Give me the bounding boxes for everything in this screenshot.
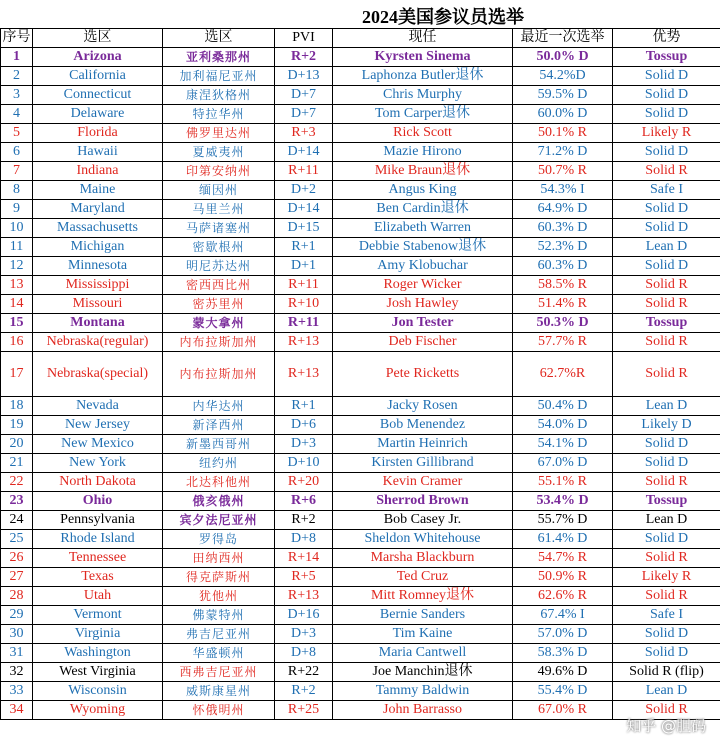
- cell-incumbent: Deb Fischer: [333, 333, 513, 352]
- cell-state-cn: 威斯康星州: [163, 682, 275, 701]
- cell-state-cn: 亚利桑那州: [163, 48, 275, 67]
- table-row: [1, 86, 720, 105]
- cell-state-en: New Jersey: [33, 416, 163, 435]
- cell-state-cn: 新泽西州: [163, 416, 275, 435]
- cell-no: 13: [1, 276, 33, 295]
- cell-pvi: R+2: [275, 48, 333, 67]
- cell-state-en: Wisconsin: [33, 682, 163, 701]
- cell-state-cn: 蒙大拿州: [163, 314, 275, 333]
- cell-no: 6: [1, 143, 33, 162]
- cell-last-election: 50.3% D: [513, 314, 613, 333]
- cell-pvi: D+10: [275, 454, 333, 473]
- cell-last-election: 50.7% R: [513, 162, 613, 181]
- cell-incumbent: Kyrsten Sinema: [333, 48, 513, 67]
- cell-incumbent: Elizabeth Warren: [333, 219, 513, 238]
- cell-advantage: Solid R: [613, 473, 720, 492]
- table-row: [1, 238, 720, 257]
- cell-state-en: Minnesota: [33, 257, 163, 276]
- cell-pvi: R+13: [275, 333, 333, 352]
- cell-incumbent: Rick Scott: [333, 124, 513, 143]
- cell-pvi: D+7: [275, 86, 333, 105]
- cell-state-en: Montana: [33, 314, 163, 333]
- cell-no: 9: [1, 200, 33, 219]
- cell-incumbent: Jacky Rosen: [333, 397, 513, 416]
- cell-last-election: 54.0% D: [513, 416, 613, 435]
- table-title-bar: [0, 0, 720, 28]
- table-row: [1, 663, 720, 682]
- cell-advantage: Tossup: [613, 314, 720, 333]
- cell-incumbent: Marsha Blackburn: [333, 549, 513, 568]
- cell-advantage: Solid D: [613, 200, 720, 219]
- cell-last-election: 57.0% D: [513, 625, 613, 644]
- cell-advantage: Solid R: [613, 295, 720, 314]
- header-state-cn: 选区: [163, 29, 275, 48]
- cell-no: 22: [1, 473, 33, 492]
- cell-state-cn: 马里兰州: [163, 200, 275, 219]
- cell-state-en: Nebraska(regular): [33, 333, 163, 352]
- cell-state-cn: 康涅狄格州: [163, 86, 275, 105]
- cell-state-en: Delaware: [33, 105, 163, 124]
- cell-last-election: 67.4% I: [513, 606, 613, 625]
- table-row: [1, 257, 720, 276]
- cell-state-en: Arizona: [33, 48, 163, 67]
- cell-incumbent: Sherrod Brown: [333, 492, 513, 511]
- cell-state-en: Rhode Island: [33, 530, 163, 549]
- cell-incumbent: Laphonza Butler退休: [333, 67, 513, 86]
- table-row: [1, 511, 720, 530]
- cell-advantage: Solid D: [613, 86, 720, 105]
- cell-advantage: Solid R: [613, 333, 720, 352]
- cell-last-election: 55.7% D: [513, 511, 613, 530]
- cell-state-en: North Dakota: [33, 473, 163, 492]
- cell-state-cn: 密歇根州: [163, 238, 275, 257]
- cell-state-cn: 纽约州: [163, 454, 275, 473]
- cell-advantage: Solid D: [613, 143, 720, 162]
- cell-last-election: 57.7% R: [513, 333, 613, 352]
- cell-state-cn: 缅因州: [163, 181, 275, 200]
- table-row: [1, 67, 720, 86]
- cell-pvi: R+20: [275, 473, 333, 492]
- cell-state-en: Missouri: [33, 295, 163, 314]
- cell-advantage: Solid R (flip): [613, 663, 720, 682]
- cell-state-cn: 加利福尼亚州: [163, 67, 275, 86]
- cell-state-cn: 宾夕法尼亚州: [163, 511, 275, 530]
- cell-state-en: Washington: [33, 644, 163, 663]
- cell-last-election: 52.3% D: [513, 238, 613, 257]
- cell-incumbent: Chris Murphy: [333, 86, 513, 105]
- cell-pvi: D+2: [275, 181, 333, 200]
- cell-pvi: R+3: [275, 124, 333, 143]
- cell-pvi: D+3: [275, 435, 333, 454]
- cell-incumbent: John Barrasso: [333, 701, 513, 720]
- cell-incumbent: Bob Menendez: [333, 416, 513, 435]
- table-row: [1, 48, 720, 67]
- cell-last-election: 67.0% R: [513, 701, 613, 720]
- cell-advantage: Solid R: [613, 549, 720, 568]
- table-row: [1, 105, 720, 124]
- table-row: [1, 124, 720, 143]
- cell-no: 11: [1, 238, 33, 257]
- table-row: [1, 314, 720, 333]
- cell-no: 19: [1, 416, 33, 435]
- cell-incumbent: Martin Heinrich: [333, 435, 513, 454]
- cell-state-cn: 夏威夷州: [163, 143, 275, 162]
- cell-state-en: Ohio: [33, 492, 163, 511]
- table-row: [1, 333, 720, 352]
- cell-last-election: 60.0% D: [513, 105, 613, 124]
- cell-last-election: 50.1% R: [513, 124, 613, 143]
- cell-incumbent: Amy Klobuchar: [333, 257, 513, 276]
- cell-last-election: 64.9% D: [513, 200, 613, 219]
- cell-no: 5: [1, 124, 33, 143]
- cell-state-cn: 内华达州: [163, 397, 275, 416]
- cell-no: 29: [1, 606, 33, 625]
- cell-pvi: R+5: [275, 568, 333, 587]
- cell-incumbent: Tammy Baldwin: [333, 682, 513, 701]
- cell-state-en: Hawaii: [33, 143, 163, 162]
- cell-state-cn: 北达科他州: [163, 473, 275, 492]
- header-incumbent: 现任: [333, 29, 513, 48]
- cell-advantage: Tossup: [613, 48, 720, 67]
- cell-pvi: D+15: [275, 219, 333, 238]
- cell-pvi: R+2: [275, 511, 333, 530]
- table-row: [1, 682, 720, 701]
- cell-pvi: R+1: [275, 238, 333, 257]
- cell-advantage: Solid D: [613, 644, 720, 663]
- cell-state-cn: 俄亥俄州: [163, 492, 275, 511]
- header-last-election: 最近一次选举: [513, 29, 613, 48]
- cell-no: 8: [1, 181, 33, 200]
- cell-state-en: Tennessee: [33, 549, 163, 568]
- cell-state-en: Maryland: [33, 200, 163, 219]
- cell-last-election: 61.4% D: [513, 530, 613, 549]
- watermark: 知乎 @胆码: [626, 717, 706, 735]
- cell-no: 24: [1, 511, 33, 530]
- cell-pvi: D+14: [275, 200, 333, 219]
- cell-last-election: 58.5% R: [513, 276, 613, 295]
- cell-pvi: R+11: [275, 314, 333, 333]
- header-advantage: 优势: [613, 29, 720, 48]
- cell-last-election: 60.3% D: [513, 219, 613, 238]
- cell-advantage: Solid D: [613, 625, 720, 644]
- cell-last-election: 62.6% R: [513, 587, 613, 606]
- cell-no: 26: [1, 549, 33, 568]
- cell-state-cn: 明尼苏达州: [163, 257, 275, 276]
- cell-state-cn: 内布拉斯加州: [163, 333, 275, 352]
- cell-no: 27: [1, 568, 33, 587]
- cell-state-cn: 西弗吉尼亚州: [163, 663, 275, 682]
- cell-last-election: 67.0% D: [513, 454, 613, 473]
- cell-advantage: Solid R: [613, 701, 720, 720]
- cell-advantage: Solid R: [613, 276, 720, 295]
- cell-incumbent: Pete Ricketts: [333, 352, 513, 397]
- cell-no: 2: [1, 67, 33, 86]
- table-row: [1, 276, 720, 295]
- cell-no: 34: [1, 701, 33, 720]
- cell-advantage: Lean D: [613, 511, 720, 530]
- table-row: [1, 606, 720, 625]
- cell-state-en: Virginia: [33, 625, 163, 644]
- cell-pvi: D+14: [275, 143, 333, 162]
- cell-advantage: Likely R: [613, 568, 720, 587]
- cell-incumbent: Mike Braun退休: [333, 162, 513, 181]
- table-row: [1, 644, 720, 663]
- cell-advantage: Safe I: [613, 181, 720, 200]
- cell-state-cn: 怀俄明州: [163, 701, 275, 720]
- cell-state-cn: 马萨诸塞州: [163, 219, 275, 238]
- cell-no: 25: [1, 530, 33, 549]
- cell-advantage: Solid R: [613, 162, 720, 181]
- cell-no: 1: [1, 48, 33, 67]
- cell-no: 10: [1, 219, 33, 238]
- cell-advantage: Solid D: [613, 530, 720, 549]
- cell-incumbent: Kevin Cramer: [333, 473, 513, 492]
- cell-state-en: Wyoming: [33, 701, 163, 720]
- header-no: 序号: [1, 29, 33, 48]
- cell-last-election: 53.4% D: [513, 492, 613, 511]
- cell-no: 30: [1, 625, 33, 644]
- cell-last-election: 59.5% D: [513, 86, 613, 105]
- cell-no: 20: [1, 435, 33, 454]
- cell-state-en: Pennsylvania: [33, 511, 163, 530]
- cell-incumbent: Tom Carper退休: [333, 105, 513, 124]
- cell-pvi: R+14: [275, 549, 333, 568]
- table-row: [1, 568, 720, 587]
- cell-no: 23: [1, 492, 33, 511]
- cell-advantage: Solid D: [613, 257, 720, 276]
- cell-advantage: Solid D: [613, 219, 720, 238]
- table-row: [1, 352, 720, 397]
- cell-incumbent: Maria Cantwell: [333, 644, 513, 663]
- cell-incumbent: Kirsten Gillibrand: [333, 454, 513, 473]
- cell-advantage: Likely D: [613, 416, 720, 435]
- cell-advantage: Lean D: [613, 397, 720, 416]
- senate-election-table: [0, 28, 720, 720]
- cell-no: 21: [1, 454, 33, 473]
- cell-no: 3: [1, 86, 33, 105]
- cell-state-cn: 特拉华州: [163, 105, 275, 124]
- table-row: [1, 219, 720, 238]
- cell-state-en: Connecticut: [33, 86, 163, 105]
- cell-advantage: Lean D: [613, 238, 720, 257]
- cell-last-election: 50.9% R: [513, 568, 613, 587]
- cell-last-election: 55.4% D: [513, 682, 613, 701]
- cell-state-cn: 新墨西哥州: [163, 435, 275, 454]
- cell-no: 28: [1, 587, 33, 606]
- table-row: [1, 473, 720, 492]
- cell-advantage: Safe I: [613, 606, 720, 625]
- table-row: [1, 701, 720, 720]
- cell-pvi: R+25: [275, 701, 333, 720]
- cell-last-election: 54.2%D: [513, 67, 613, 86]
- cell-state-cn: 田纳西州: [163, 549, 275, 568]
- cell-last-election: 50.4% D: [513, 397, 613, 416]
- cell-incumbent: Ted Cruz: [333, 568, 513, 587]
- table-title: 2024美国参议员选举: [362, 7, 524, 27]
- cell-state-cn: 佛蒙特州: [163, 606, 275, 625]
- cell-incumbent: Roger Wicker: [333, 276, 513, 295]
- cell-incumbent: Joe Manchin退休: [333, 663, 513, 682]
- cell-no: 14: [1, 295, 33, 314]
- table-row: [1, 397, 720, 416]
- cell-pvi: D+6: [275, 416, 333, 435]
- cell-state-cn: 密西西比州: [163, 276, 275, 295]
- cell-advantage: Lean D: [613, 682, 720, 701]
- cell-last-election: 49.6% D: [513, 663, 613, 682]
- cell-last-election: 55.1% R: [513, 473, 613, 492]
- table-row: [1, 416, 720, 435]
- cell-state-en: Indiana: [33, 162, 163, 181]
- cell-advantage: Solid D: [613, 105, 720, 124]
- cell-no: 32: [1, 663, 33, 682]
- cell-state-cn: 密苏里州: [163, 295, 275, 314]
- cell-state-en: Michigan: [33, 238, 163, 257]
- cell-last-election: 62.7%R: [513, 352, 613, 397]
- cell-incumbent: Jon Tester: [333, 314, 513, 333]
- table-row: [1, 625, 720, 644]
- cell-last-election: 54.1% D: [513, 435, 613, 454]
- cell-last-election: 54.7% R: [513, 549, 613, 568]
- cell-state-cn: 内布拉斯加州: [163, 352, 275, 397]
- table-row: [1, 492, 720, 511]
- cell-no: 15: [1, 314, 33, 333]
- cell-pvi: R+11: [275, 162, 333, 181]
- cell-state-en: New Mexico: [33, 435, 163, 454]
- cell-no: 4: [1, 105, 33, 124]
- cell-state-en: Mississippi: [33, 276, 163, 295]
- cell-pvi: R+13: [275, 352, 333, 397]
- cell-pvi: D+8: [275, 644, 333, 663]
- cell-incumbent: Mazie Hirono: [333, 143, 513, 162]
- cell-last-election: 71.2% D: [513, 143, 613, 162]
- cell-no: 12: [1, 257, 33, 276]
- cell-state-cn: 弗吉尼亚州: [163, 625, 275, 644]
- cell-state-cn: 得克萨斯州: [163, 568, 275, 587]
- cell-state-en: Maine: [33, 181, 163, 200]
- cell-pvi: R+22: [275, 663, 333, 682]
- table-row: [1, 162, 720, 181]
- cell-pvi: R+2: [275, 682, 333, 701]
- cell-incumbent: Bernie Sanders: [333, 606, 513, 625]
- table-row: [1, 143, 720, 162]
- cell-state-en: California: [33, 67, 163, 86]
- cell-pvi: R+6: [275, 492, 333, 511]
- cell-pvi: R+1: [275, 397, 333, 416]
- cell-incumbent: Tim Kaine: [333, 625, 513, 644]
- cell-advantage: Likely R: [613, 124, 720, 143]
- cell-last-election: 50.0% D: [513, 48, 613, 67]
- cell-advantage: Solid R: [613, 352, 720, 397]
- table-row: [1, 454, 720, 473]
- table-row: [1, 530, 720, 549]
- cell-pvi: D+8: [275, 530, 333, 549]
- table-row: [1, 295, 720, 314]
- cell-advantage: Solid R: [613, 587, 720, 606]
- header-row: [1, 29, 720, 48]
- cell-pvi: D+7: [275, 105, 333, 124]
- cell-state-en: New York: [33, 454, 163, 473]
- cell-pvi: D+1: [275, 257, 333, 276]
- cell-state-en: Texas: [33, 568, 163, 587]
- cell-advantage: Tossup: [613, 492, 720, 511]
- header-state-en: 选区: [33, 29, 163, 48]
- cell-state-en: Nebraska(special): [33, 352, 163, 397]
- cell-last-election: 60.3% D: [513, 257, 613, 276]
- cell-state-en: Nevada: [33, 397, 163, 416]
- cell-incumbent: Debbie Stabenow退休: [333, 238, 513, 257]
- cell-incumbent: Bob Casey Jr.: [333, 511, 513, 530]
- cell-no: 33: [1, 682, 33, 701]
- cell-no: 31: [1, 644, 33, 663]
- cell-no: 7: [1, 162, 33, 181]
- cell-pvi: R+11: [275, 276, 333, 295]
- cell-advantage: Solid D: [613, 454, 720, 473]
- cell-state-cn: 佛罗里达州: [163, 124, 275, 143]
- cell-incumbent: Josh Hawley: [333, 295, 513, 314]
- cell-no: 18: [1, 397, 33, 416]
- cell-advantage: Solid D: [613, 435, 720, 454]
- cell-state-cn: 罗得岛: [163, 530, 275, 549]
- table-row: [1, 435, 720, 454]
- cell-state-en: Florida: [33, 124, 163, 143]
- cell-incumbent: Mitt Romney退休: [333, 587, 513, 606]
- cell-pvi: R+13: [275, 587, 333, 606]
- cell-last-election: 54.3% I: [513, 181, 613, 200]
- cell-pvi: D+13: [275, 67, 333, 86]
- cell-pvi: D+16: [275, 606, 333, 625]
- cell-pvi: R+10: [275, 295, 333, 314]
- cell-advantage: Solid D: [613, 67, 720, 86]
- cell-no: 16: [1, 333, 33, 352]
- cell-incumbent: Sheldon Whitehouse: [333, 530, 513, 549]
- table-row: [1, 587, 720, 606]
- table-row: [1, 181, 720, 200]
- cell-no: 17: [1, 352, 33, 397]
- cell-state-en: Massachusetts: [33, 219, 163, 238]
- cell-last-election: 51.4% R: [513, 295, 613, 314]
- table-row: [1, 200, 720, 219]
- cell-last-election: 58.3% D: [513, 644, 613, 663]
- cell-state-en: West Virginia: [33, 663, 163, 682]
- cell-state-en: Vermont: [33, 606, 163, 625]
- cell-state-cn: 华盛顿州: [163, 644, 275, 663]
- header-pvi: PVI: [275, 29, 333, 48]
- cell-state-en: Utah: [33, 587, 163, 606]
- cell-incumbent: Ben Cardin退休: [333, 200, 513, 219]
- cell-state-cn: 印第安纳州: [163, 162, 275, 181]
- table-row: [1, 549, 720, 568]
- cell-incumbent: Angus King: [333, 181, 513, 200]
- cell-pvi: D+3: [275, 625, 333, 644]
- cell-state-cn: 犹他州: [163, 587, 275, 606]
